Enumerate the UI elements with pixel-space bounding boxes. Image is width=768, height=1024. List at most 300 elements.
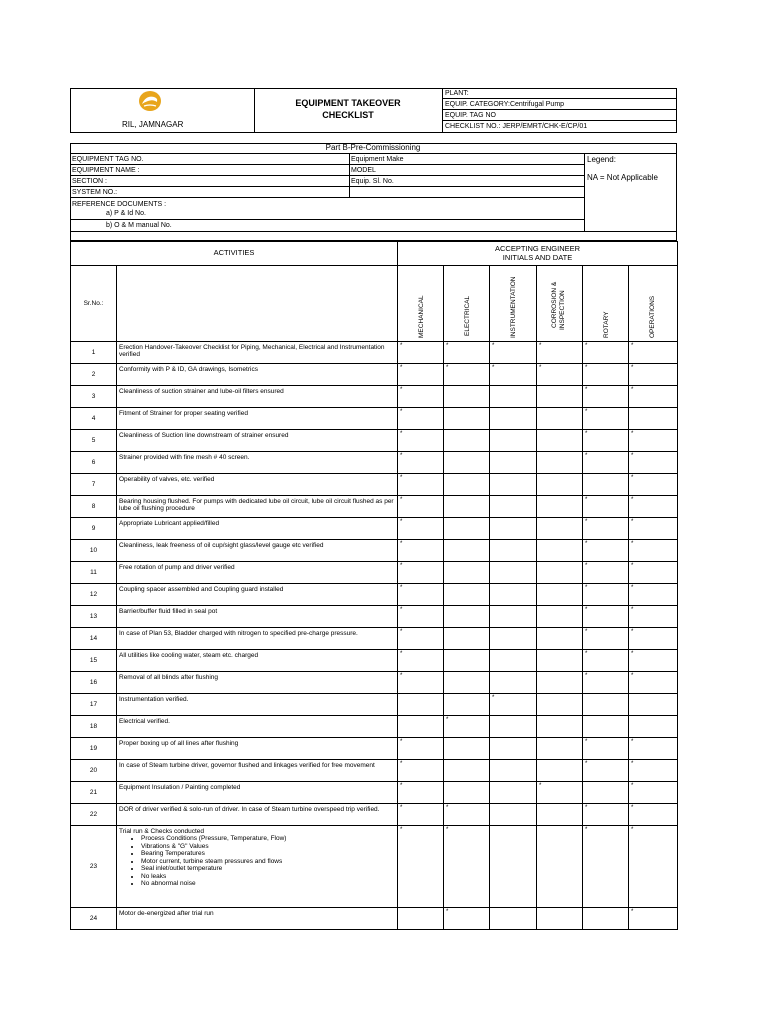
activity-text: Operability of valves, etc. verified — [119, 476, 215, 483]
legend-title: Legend: — [587, 155, 616, 164]
activity-cell — [117, 584, 398, 606]
initials-cell[interactable] — [398, 562, 444, 584]
applicable-mark: * — [400, 585, 403, 591]
initials-cell[interactable] — [537, 738, 583, 760]
table-row — [71, 496, 678, 518]
equipment-tag-label: EQUIPMENT TAG NO. — [72, 156, 144, 163]
table-row — [71, 342, 678, 364]
activity-text: Free rotation of pump and driver verified — [119, 564, 235, 571]
initials-cell[interactable] — [444, 562, 490, 584]
initials-cell[interactable] — [490, 782, 537, 804]
table-row — [71, 760, 678, 782]
initials-cell[interactable] — [444, 364, 490, 386]
initials-cell[interactable] — [583, 908, 629, 930]
activity-cell — [117, 518, 398, 540]
initials-cell[interactable] — [629, 430, 678, 452]
activity-text: In case of Plan 53, Bladder charged with nitrogen to specified pre-charge pressure. — [119, 630, 358, 637]
initials-cell[interactable] — [490, 606, 537, 628]
table-row — [71, 606, 678, 628]
applicable-mark: * — [631, 607, 634, 613]
initials-cell[interactable] — [490, 474, 537, 496]
applicable-mark: * — [585, 629, 588, 635]
applicable-mark: * — [446, 909, 449, 915]
initials-cell[interactable] — [537, 826, 583, 908]
initials-cell[interactable] — [398, 606, 444, 628]
initials-cell[interactable] — [398, 738, 444, 760]
initials-cell[interactable] — [537, 760, 583, 782]
header-row-line — [442, 120, 677, 121]
applicable-mark: * — [585, 365, 588, 371]
initials-cell[interactable] — [398, 342, 444, 364]
activity-text: Cleanliness of Suction line downstream of strainer ensured — [119, 432, 289, 439]
initials-cell[interactable] — [444, 452, 490, 474]
table-row — [71, 584, 678, 606]
initials-cell[interactable] — [398, 474, 444, 496]
initials-cell[interactable] — [583, 540, 629, 562]
initials-cell[interactable] — [444, 694, 490, 716]
activity-cell — [117, 496, 398, 518]
applicable-mark: * — [400, 541, 403, 547]
activity-cell — [117, 908, 398, 930]
initials-cell[interactable] — [629, 562, 678, 584]
initials-cell[interactable] — [629, 694, 678, 716]
initials-cell[interactable] — [444, 628, 490, 650]
initials-cell[interactable] — [398, 804, 444, 826]
initials-cell[interactable] — [537, 408, 583, 430]
applicable-mark: * — [400, 497, 403, 503]
initials-cell[interactable] — [398, 386, 444, 408]
initials-cell[interactable] — [629, 628, 678, 650]
row-number: 7 — [71, 474, 117, 496]
applicable-mark: * — [585, 453, 588, 459]
table-row — [71, 474, 678, 496]
applicable-mark: * — [492, 365, 495, 371]
initials-cell[interactable] — [444, 430, 490, 452]
initials-cell[interactable] — [583, 562, 629, 584]
applicable-mark: * — [631, 497, 634, 503]
row-number: 18 — [71, 716, 117, 738]
applicable-mark: * — [631, 387, 634, 393]
applicable-mark: * — [585, 541, 588, 547]
initials-cell[interactable] — [629, 738, 678, 760]
srno-header: Sr.No.: — [71, 266, 117, 342]
initials-cell[interactable] — [629, 760, 678, 782]
initials-cell[interactable] — [629, 518, 678, 540]
applicable-mark: * — [585, 761, 588, 767]
accepting-engineer-header: ACCEPTING ENGINEER INITIALS AND DATE — [398, 242, 678, 266]
legend-na: NA = Not Applicable — [587, 173, 658, 182]
applicable-mark: * — [400, 475, 403, 481]
initials-cell[interactable] — [583, 606, 629, 628]
initials-cell[interactable] — [444, 782, 490, 804]
initials-cell[interactable] — [583, 342, 629, 364]
initials-cell[interactable] — [583, 826, 629, 908]
initials-cell[interactable] — [537, 804, 583, 826]
applicable-mark: * — [585, 343, 588, 349]
applicable-mark: * — [400, 519, 403, 525]
table-row — [71, 628, 678, 650]
initials-cell[interactable] — [490, 562, 537, 584]
initials-cell[interactable] — [583, 804, 629, 826]
activity-cell — [117, 474, 398, 496]
initials-cell[interactable] — [537, 562, 583, 584]
initials-cell[interactable] — [444, 584, 490, 606]
initials-cell[interactable] — [444, 672, 490, 694]
checklist-number: CHECKLIST NO.: JERP/EMRT/CHK-E/CP/01 — [445, 123, 588, 130]
initials-cell[interactable] — [583, 364, 629, 386]
initials-cell[interactable] — [398, 496, 444, 518]
applicable-mark: * — [400, 761, 403, 767]
applicable-mark: * — [585, 673, 588, 679]
initials-cell[interactable] — [629, 496, 678, 518]
row-number: 10 — [71, 540, 117, 562]
table-row — [71, 804, 678, 826]
activity-text: Fitment of Strainer for proper seating verified — [119, 410, 248, 417]
initials-cell[interactable] — [583, 760, 629, 782]
applicable-mark: * — [631, 783, 634, 789]
applicable-mark: * — [539, 783, 542, 789]
initials-cell[interactable] — [629, 342, 678, 364]
row-number: 24 — [71, 908, 117, 930]
applicable-mark: * — [585, 805, 588, 811]
row-number: 1 — [71, 342, 117, 364]
activity-text: Strainer provided with fine mesh # 40 screen. — [119, 454, 250, 461]
activity-bullet: • No leaks — [141, 873, 395, 880]
initials-cell[interactable] — [583, 650, 629, 672]
initials-cell[interactable] — [490, 430, 537, 452]
initials-cell[interactable] — [537, 364, 583, 386]
initials-cell[interactable] — [490, 408, 537, 430]
initials-cell[interactable] — [583, 474, 629, 496]
applicable-mark: * — [631, 651, 634, 657]
applicable-mark: * — [400, 343, 403, 349]
initials-cell[interactable] — [629, 672, 678, 694]
initials-cell[interactable] — [537, 584, 583, 606]
initials-cell[interactable] — [583, 584, 629, 606]
applicable-mark: * — [631, 519, 634, 525]
row-number: 22 — [71, 804, 117, 826]
initials-cell[interactable] — [583, 738, 629, 760]
initials-cell[interactable] — [537, 908, 583, 930]
initials-cell[interactable] — [490, 694, 537, 716]
activity-cell — [117, 430, 398, 452]
initials-cell[interactable] — [537, 452, 583, 474]
activity-bullet: • Vibrations & "G" Values — [141, 843, 395, 850]
header-divider-1 — [254, 88, 255, 133]
blank-header-cell — [117, 266, 398, 342]
initials-cell[interactable] — [490, 672, 537, 694]
applicable-mark: * — [585, 651, 588, 657]
initials-cell[interactable] — [629, 408, 678, 430]
initials-cell[interactable] — [537, 672, 583, 694]
plant-label: PLANT: — [445, 90, 469, 97]
row-number: 12 — [71, 584, 117, 606]
initials-cell[interactable] — [444, 342, 490, 364]
applicable-mark: * — [585, 739, 588, 745]
initials-cell[interactable] — [490, 738, 537, 760]
initials-cell[interactable] — [537, 628, 583, 650]
info-line — [70, 219, 584, 220]
initials-cell[interactable] — [444, 518, 490, 540]
initials-cell[interactable] — [583, 672, 629, 694]
activity-bullet-list — [119, 835, 395, 887]
initials-cell[interactable] — [398, 908, 444, 930]
activity-cell — [117, 738, 398, 760]
initials-cell[interactable] — [490, 716, 537, 738]
initials-cell[interactable] — [398, 518, 444, 540]
info-line — [70, 175, 584, 176]
equipment-name-label: EQUIPMENT NAME : — [72, 167, 140, 174]
applicable-mark: * — [446, 827, 449, 833]
initials-cell[interactable] — [398, 760, 444, 782]
applicable-mark: * — [400, 607, 403, 613]
row-number: 23 — [71, 826, 117, 908]
initials-cell[interactable] — [583, 430, 629, 452]
initials-cell[interactable] — [398, 826, 444, 908]
info-divider — [349, 153, 350, 197]
activity-cell — [117, 540, 398, 562]
initials-cell[interactable] — [490, 760, 537, 782]
initials-cell[interactable] — [583, 386, 629, 408]
applicable-mark: * — [400, 387, 403, 393]
activity-text: Equipment Insulation / Painting completed — [119, 784, 241, 791]
col-header-operations: OPERATIONS — [629, 266, 678, 342]
document-title-line1: EQUIPMENT TAKEOVER — [295, 98, 401, 108]
initials-cell[interactable] — [444, 738, 490, 760]
initials-cell[interactable] — [629, 782, 678, 804]
row-number: 3 — [71, 386, 117, 408]
initials-cell[interactable] — [444, 540, 490, 562]
row-number: 15 — [71, 650, 117, 672]
initials-cell[interactable] — [444, 474, 490, 496]
activities-header: ACTIVITIES — [71, 242, 398, 266]
col-header-rotary: ROTARY — [583, 266, 629, 342]
initials-cell[interactable] — [398, 628, 444, 650]
initials-cell[interactable] — [444, 408, 490, 430]
initials-cell[interactable] — [537, 650, 583, 672]
initials-cell[interactable] — [583, 716, 629, 738]
initials-cell[interactable] — [537, 518, 583, 540]
initials-cell[interactable] — [629, 386, 678, 408]
initials-cell[interactable] — [629, 826, 678, 908]
initials-cell[interactable] — [444, 386, 490, 408]
initials-cell[interactable] — [398, 782, 444, 804]
initials-cell[interactable] — [629, 716, 678, 738]
initials-cell[interactable] — [444, 760, 490, 782]
initials-cell[interactable] — [537, 430, 583, 452]
part-title: Part B-Pre-Commissioning — [325, 143, 421, 152]
applicable-mark: * — [585, 607, 588, 613]
initials-cell[interactable] — [629, 584, 678, 606]
initials-cell[interactable] — [398, 408, 444, 430]
table-row — [71, 738, 678, 760]
initials-cell[interactable] — [583, 496, 629, 518]
initials-cell[interactable] — [398, 650, 444, 672]
row-number: 14 — [71, 628, 117, 650]
initials-cell[interactable] — [444, 650, 490, 672]
initials-cell[interactable] — [629, 606, 678, 628]
applicable-mark: * — [631, 909, 634, 915]
initials-cell[interactable] — [490, 496, 537, 518]
activity-text: Bearing housing flushed. For pumps with dedicated lube oil circuit, lube oil circuit flushed as per lube oil flushing procedure — [119, 498, 394, 513]
company-name: RIL, JAMNAGAR — [122, 120, 184, 129]
activity-cell — [117, 386, 398, 408]
applicable-mark: * — [631, 673, 634, 679]
initials-cell[interactable] — [629, 650, 678, 672]
applicable-mark: * — [585, 431, 588, 437]
applicable-mark: * — [446, 343, 449, 349]
equip-category: EQUIP. CATEGORY:Centrifugal Pump — [445, 101, 565, 108]
activity-text: Proper boxing up of all lines after flushing — [119, 740, 239, 747]
initials-cell[interactable] — [444, 826, 490, 908]
initials-cell[interactable] — [629, 804, 678, 826]
table-row — [71, 386, 678, 408]
applicable-mark: * — [631, 475, 634, 481]
initials-cell[interactable] — [444, 908, 490, 930]
table-row — [71, 672, 678, 694]
activity-text: Trial run & Checks conducted — [119, 828, 205, 835]
initials-cell[interactable] — [583, 452, 629, 474]
initials-cell[interactable] — [583, 782, 629, 804]
activity-text: Electrical verified. — [119, 718, 170, 725]
initials-cell[interactable] — [398, 452, 444, 474]
activity-cell — [117, 628, 398, 650]
applicable-mark: * — [400, 827, 403, 833]
initials-cell[interactable] — [537, 342, 583, 364]
applicable-mark: * — [585, 563, 588, 569]
initials-cell[interactable] — [398, 584, 444, 606]
initials-cell[interactable] — [490, 650, 537, 672]
table-row — [71, 908, 678, 930]
initials-cell[interactable] — [583, 628, 629, 650]
initials-cell[interactable] — [629, 474, 678, 496]
initials-cell[interactable] — [490, 386, 537, 408]
initials-cell[interactable] — [444, 606, 490, 628]
initials-cell[interactable] — [398, 716, 444, 738]
initials-cell[interactable] — [398, 540, 444, 562]
table-row — [71, 562, 678, 584]
initials-cell[interactable] — [490, 540, 537, 562]
initials-cell[interactable] — [444, 804, 490, 826]
activity-text: Conformity with P & ID, GA drawings, Isometrics — [119, 366, 258, 373]
row-number: 6 — [71, 452, 117, 474]
row-number: 16 — [71, 672, 117, 694]
table-row — [71, 650, 678, 672]
activity-cell — [117, 694, 398, 716]
initials-cell[interactable] — [398, 430, 444, 452]
activity-bullet: • No abnormal noise — [141, 880, 395, 887]
info-line — [70, 186, 584, 187]
initials-cell[interactable] — [537, 716, 583, 738]
activity-text: Appropriate Lubricant applied/filled — [119, 520, 220, 527]
applicable-mark: * — [400, 783, 403, 789]
initials-cell[interactable] — [444, 496, 490, 518]
initials-cell[interactable] — [537, 496, 583, 518]
initials-cell[interactable] — [629, 540, 678, 562]
applicable-mark: * — [400, 739, 403, 745]
activity-cell — [117, 804, 398, 826]
initials-cell[interactable] — [629, 452, 678, 474]
initials-cell[interactable] — [583, 518, 629, 540]
info-line — [70, 197, 584, 198]
header-row-line — [442, 98, 677, 99]
system-no-label: SYSTEM NO.: — [72, 189, 118, 196]
activity-text: Erection Handover-Takeover Checklist for Piping, Mechanical, Electrical and Instrumentation verified — [119, 344, 385, 359]
applicable-mark: * — [631, 431, 634, 437]
initials-cell[interactable] — [490, 628, 537, 650]
initials-cell[interactable] — [490, 452, 537, 474]
initials-cell[interactable] — [490, 908, 537, 930]
table-row — [71, 694, 678, 716]
initials-cell[interactable] — [398, 672, 444, 694]
activity-text: In case of Steam turbine driver, governor flushed and linkages verified for free movement — [119, 762, 375, 769]
applicable-mark: * — [631, 453, 634, 459]
initials-cell[interactable] — [537, 782, 583, 804]
initials-cell[interactable] — [537, 606, 583, 628]
applicable-mark: * — [631, 365, 634, 371]
row-number: 4 — [71, 408, 117, 430]
activity-cell — [117, 452, 398, 474]
applicable-mark: * — [400, 629, 403, 635]
initials-cell[interactable] — [537, 474, 583, 496]
table-row — [71, 540, 678, 562]
applicable-mark: * — [492, 695, 495, 701]
applicable-mark: * — [631, 563, 634, 569]
table-row — [71, 518, 678, 540]
applicable-mark: * — [585, 519, 588, 525]
initials-cell[interactable] — [398, 364, 444, 386]
initials-cell[interactable] — [583, 408, 629, 430]
initials-cell[interactable] — [629, 908, 678, 930]
table-row — [71, 452, 678, 474]
applicable-mark: * — [400, 563, 403, 569]
initials-cell[interactable] — [537, 694, 583, 716]
initials-cell[interactable] — [583, 694, 629, 716]
activity-text: All utilities like cooling water, steam etc. charged — [119, 652, 259, 659]
section-label: SECTION : — [72, 178, 108, 185]
activity-text: DOR of driver verified & solo-run of driver. In case of Steam turbine overspeed trip verified. — [119, 806, 380, 813]
applicable-mark: * — [400, 431, 403, 437]
initials-cell[interactable] — [444, 716, 490, 738]
applicable-mark: * — [400, 365, 403, 371]
column-header-row — [71, 266, 678, 342]
initials-cell[interactable] — [490, 584, 537, 606]
applicable-mark: * — [631, 805, 634, 811]
initials-cell[interactable] — [537, 540, 583, 562]
initials-cell[interactable] — [629, 364, 678, 386]
applicable-mark: * — [631, 629, 634, 635]
initials-cell[interactable] — [490, 518, 537, 540]
initials-cell[interactable] — [490, 826, 537, 908]
row-number: 2 — [71, 364, 117, 386]
initials-cell[interactable] — [490, 804, 537, 826]
initials-cell[interactable] — [398, 694, 444, 716]
table-row — [71, 430, 678, 452]
initials-cell[interactable] — [490, 364, 537, 386]
applicable-mark: * — [400, 409, 403, 415]
table-row — [71, 364, 678, 386]
initials-cell[interactable] — [490, 342, 537, 364]
legend-divider — [584, 153, 585, 231]
activity-cell — [117, 826, 398, 908]
applicable-mark: * — [631, 739, 634, 745]
applicable-mark: * — [446, 365, 449, 371]
initials-cell[interactable] — [537, 386, 583, 408]
activity-text: Coupling spacer assembled and Coupling guard installed — [119, 586, 284, 593]
row-number: 21 — [71, 782, 117, 804]
ref-pid-label: a) P & Id No. — [106, 210, 146, 217]
row-number: 9 — [71, 518, 117, 540]
